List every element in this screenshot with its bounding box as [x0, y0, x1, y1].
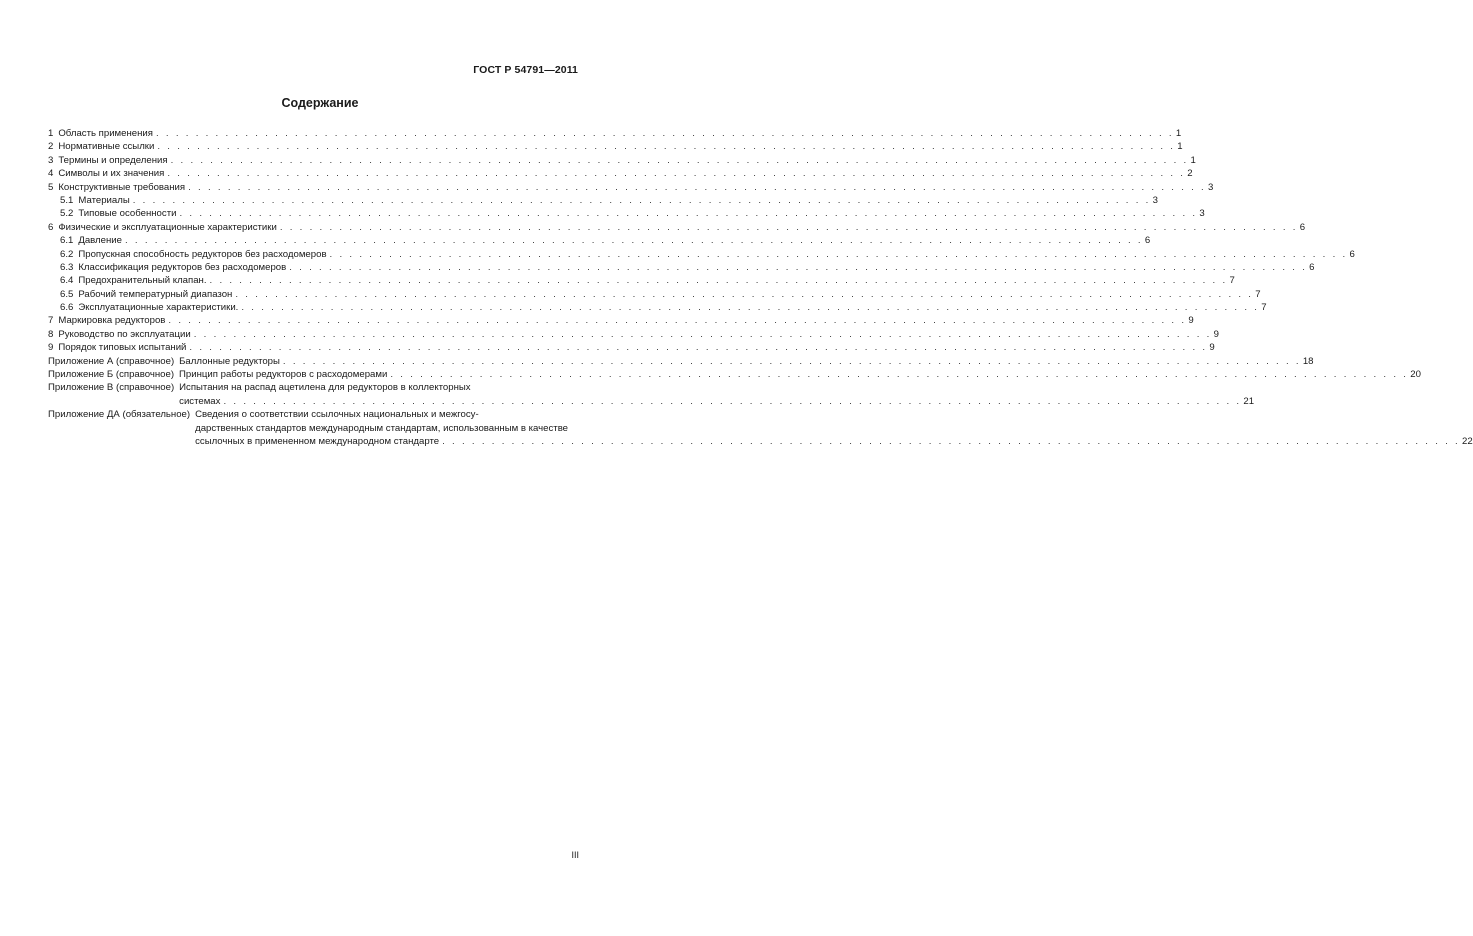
toc-item-page: 1: [1175, 128, 1182, 139]
toc-item-number: 8: [48, 328, 54, 340]
toc-item-page: 2: [1187, 168, 1193, 180]
toc-leader-dots: [442, 435, 1460, 448]
toc-appendix[interactable]: [48, 381, 1255, 408]
toc-item-label: Типовые особенности: [78, 208, 177, 220]
toc-leader-dots: [210, 274, 1228, 287]
toc-item[interactable]: [48, 140, 1183, 153]
toc-leader-dots: [167, 167, 1185, 180]
toc-item-label: Термины и определения: [58, 154, 168, 166]
toc-item-number: 5.2: [60, 208, 74, 220]
page-number: III: [571, 850, 579, 860]
toc-item[interactable]: [48, 328, 1219, 341]
toc-item-label: Рабочий температурный диапазон: [78, 288, 233, 300]
toc-appendix-title: Принцип работы редукторов с расходомерами: [179, 369, 388, 381]
toc-item-number: 6: [48, 221, 54, 233]
toc-appendix-page: 20: [1410, 369, 1421, 381]
toc-item[interactable]: [48, 341, 1215, 354]
toc-appendix[interactable]: [48, 355, 1314, 368]
toc-item-number: 4: [48, 168, 54, 180]
toc-item-label: Эксплуатационные характеристики.: [78, 302, 239, 314]
table-of-contents: [48, 127, 1473, 448]
toc-leader-dots: [156, 127, 1174, 140]
toc-item[interactable]: [48, 234, 1151, 247]
toc-leader-dots: [179, 207, 1197, 220]
toc-item-number: 6.1: [60, 235, 74, 247]
toc-item-number: 3: [48, 154, 54, 166]
toc-appendix[interactable]: [48, 368, 1421, 381]
toc-appendix-title-line: дарственных стандартов международным стандартам, использованным в качестве: [195, 422, 569, 434]
toc-appendix-page: 22: [1462, 436, 1473, 448]
toc-appendix-title-line: Сведения о соответствии ссылочных национальных и межгосу-: [195, 409, 479, 421]
toc-appendix-prefix: Приложение А (справочное): [48, 355, 175, 367]
toc-leader-dots: [157, 140, 1175, 153]
toc-leader-dots: [168, 314, 1186, 327]
toc-item-number: 2: [48, 141, 54, 153]
toc-item-page: 7: [1229, 275, 1235, 287]
toc-item-label: Пропускная способность редукторов без расходомеров: [78, 248, 327, 260]
toc-leader-dots: [330, 248, 1348, 261]
toc-item-label: Предохранительный клапан.: [78, 275, 207, 287]
toc-leader-dots: [223, 395, 1241, 408]
toc-item-label: Конструктивные требования: [58, 181, 186, 193]
toc-item[interactable]: [48, 154, 1196, 167]
toc-item[interactable]: [48, 194, 1158, 207]
toc-appendix-prefix: Приложение ДА (обязательное): [48, 409, 191, 421]
toc-item-page: 3: [1208, 181, 1214, 193]
toc-appendix-title: ссылочных в примененном международном стандарте: [195, 436, 440, 448]
toc-item-number: 6.2: [60, 248, 74, 260]
toc-leader-dots: [280, 221, 1298, 234]
toc-item[interactable]: [48, 261, 1315, 274]
toc-item[interactable]: [48, 288, 1261, 301]
toc-item-number: 5: [48, 181, 54, 193]
toc-item-number: 7: [48, 315, 54, 327]
toc-item-number: 6.4: [60, 275, 74, 287]
toc-leader-dots: [289, 261, 1307, 274]
toc-item-label: Физические и эксплуатационные характеристики: [58, 221, 277, 233]
toc-item-page: 6: [1144, 235, 1151, 247]
toc-item-number: 6.5: [60, 288, 74, 300]
toc-item-page: 1: [1190, 154, 1196, 166]
toc-leader-dots: [241, 301, 1259, 314]
toc-leader-dots: [390, 368, 1408, 381]
toc-appendix-title-line: Испытания на распад ацетилена для редукторов в коллекторных: [179, 382, 471, 394]
toc-item-page: 9: [1209, 342, 1215, 354]
toc-item-page: 9: [1213, 328, 1219, 340]
toc-leader-dots: [283, 355, 1301, 368]
toc-item-number: 6.3: [60, 261, 74, 273]
toc-leader-dots: [125, 234, 1143, 247]
toc-appendix-title: системах: [179, 395, 221, 407]
toc-appendix-prefix: Приложение Б (справочное): [48, 369, 175, 381]
toc-item-label: Маркировка редукторов: [58, 315, 166, 327]
toc-leader-dots: [133, 194, 1151, 207]
toc-item[interactable]: [48, 207, 1205, 220]
toc-item-page: 1: [1177, 141, 1183, 153]
toc-item[interactable]: [48, 181, 1214, 194]
toc-appendix-prefix: Приложение В (справочное): [48, 382, 175, 394]
toc-item-number: 9: [48, 342, 54, 354]
toc-item[interactable]: [48, 221, 1306, 234]
toc-item-label: Область применения: [58, 128, 153, 139]
toc-item-label: Материалы: [78, 194, 130, 206]
toc-appendix-title: Баллонные редукторы: [179, 355, 280, 367]
toc-item-number: 6.6: [60, 302, 74, 314]
toc-leader-dots: [188, 181, 1206, 194]
toc-item[interactable]: [48, 167, 1193, 180]
toc-appendix-page: 21: [1243, 395, 1255, 407]
toc-item-page: 6: [1299, 221, 1306, 233]
toc-item[interactable]: [48, 248, 1355, 261]
toc-item-number: 5.1: [60, 194, 74, 206]
toc-leader-dots: [235, 288, 1253, 301]
toc-item-page: 6: [1349, 248, 1355, 260]
toc-item-label: Нормативные ссылки: [58, 141, 155, 153]
toc-item-page: 3: [1199, 208, 1205, 220]
toc-appendix-page: 18: [1302, 355, 1314, 367]
toc-item-page: 7: [1255, 288, 1261, 300]
toc-item-page: 7: [1261, 302, 1267, 314]
toc-item[interactable]: [48, 127, 1182, 140]
toc-item-label: Символы и их значения: [58, 168, 165, 180]
toc-appendix[interactable]: [48, 408, 1473, 448]
toc-item-label: Руководство по эксплуатации: [58, 328, 191, 340]
toc-item-number: 1: [48, 128, 54, 139]
toc-item-label: Классификация редукторов без расходомеров: [78, 261, 287, 273]
toc-item-label: Порядок типовых испытаний: [58, 342, 187, 354]
toc-item-page: 3: [1152, 194, 1158, 206]
toc-leader-dots: [189, 341, 1207, 354]
toc-leader-dots: [194, 328, 1212, 341]
toc-item[interactable]: [48, 314, 1194, 327]
toc-item[interactable]: [48, 301, 1267, 314]
toc-item[interactable]: [48, 274, 1235, 287]
toc-item-page: 6: [1309, 261, 1315, 273]
document-code: ГОСТ Р 54791—2011: [473, 64, 578, 76]
toc-leader-dots: [171, 154, 1189, 167]
toc-item-page: 9: [1188, 315, 1194, 327]
toc-title: Содержание: [281, 96, 359, 110]
toc-item-label: Давление: [78, 235, 122, 247]
